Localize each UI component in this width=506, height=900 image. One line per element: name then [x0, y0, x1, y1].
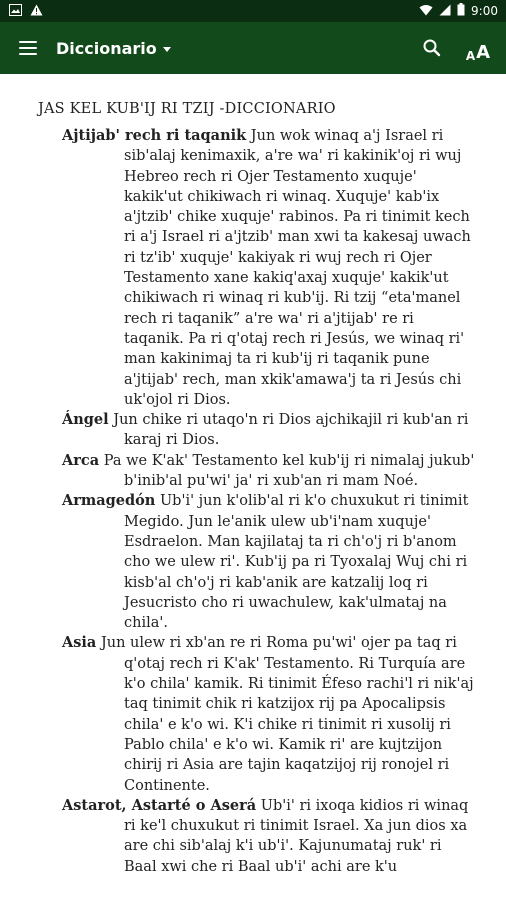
dictionary-content: [0, 74, 506, 900]
status-bar: [0, 0, 506, 22]
entry-definition: Jun chike ri utaqo'n ri Dios ajchikajil ri kub'an ri karaj ri Dios.: [113, 412, 469, 449]
font-size-button[interactable]: [462, 34, 494, 62]
dictionary-entries: [62, 126, 476, 877]
entry-term: Armagedón: [62, 492, 156, 510]
warning-notification-icon: [30, 4, 43, 19]
entry-definition: Ub'i' jun k'olib'al ri k'o chuxukut ri tinimit Megido. Jun le'anik ulew ub'i'nam xuquje' Esdraelon. Man kajilataj ta ri ch'o'j ri b'anom cho we ulew ri'. Kub'ij pa ri Tyoxalaj Wuj chi ri kisb'al ch'o'j ri kab'anik are katzalij loq ri Jesucristo cho ri uwachulew, kak'ulmataj na chila'.: [124, 493, 469, 632]
dictionary-entry: [62, 410, 476, 451]
image-notification-icon: [9, 4, 22, 19]
dropdown-arrow-icon: [163, 47, 171, 52]
font-size-small-label: A: [465, 49, 476, 63]
entry-term: Ángel: [62, 411, 109, 429]
app-toolbar: [0, 22, 506, 74]
wifi-icon: [419, 4, 433, 19]
dictionary-entry: [62, 451, 476, 492]
dictionary-entry: [62, 491, 476, 633]
entry-term: Ajtijab' rech ri taqanik: [62, 127, 247, 144]
battery-icon: [457, 3, 465, 19]
toolbar-title: Diccionario: [56, 38, 157, 58]
entry-definition: Jun wok winaq a'j Israel ri sib'alaj kenimaxik, a're wa' ri kakinik'oj ri wuj Hebreo rech ri Ojer Testamento xuquje' kakik'ut chikiwach ri winaq. Xuquje' kab'ix a'jtzib' chike xuquje' rabinos. Pa ri tinimit kech ri a'j Israel ri a'jtzib' man xwi ta kakesaj uwach ri tz'ib' xuquje' kakiyak ri wuj rech ri Ojer Testamento xane kakiq'axaj xuquje' kakik'ut chikiwach ri winaq ri kub'ij. Ri tzij “eta'manel rech ri taqanik” a're wa' ri a'jtijab' re ri taqanik. Pa ri q'otaj rech ri Jesús, we winaq ri' man kakinimaj ta ri kub'ij ri taqanik pune a'jtijab' rech, man xkik'amawa'j ta ri Jesús chi uk'ojol ri Dios.: [124, 128, 471, 408]
menu-icon[interactable]: [16, 36, 40, 60]
entry-definition: Pa we K'ak' Testamento kel kub'ij ri nimalaj jukub' b'inib'al pu'wi' ja' ri xub'an ri mam Noé.: [103, 452, 475, 490]
entry-term: Asia: [62, 634, 97, 652]
font-size-large-label: A: [476, 42, 491, 63]
dictionary-entry: [62, 126, 476, 410]
dictionary-entry: [62, 633, 476, 795]
status-time: 9:00: [471, 4, 498, 18]
signal-icon: [439, 4, 451, 19]
entry-definition: Ub'i' ri ixoqa kidios ri winaq ri ke'l chuxukut ri tinimit Israel. Xa jun dios xa are chi sib'alaj k'i ub'i'. Kajunumataj ruk' ri Baal xwi che ri Baal ub'i' achi are k'u: [124, 797, 469, 875]
entry-term: Arca: [62, 451, 100, 469]
document-heading: JAS KEL KUB'IJ RI TZIJ -DICCIONARIO: [38, 101, 336, 117]
search-icon[interactable]: [420, 36, 444, 60]
entry-term: Astarot, Astarté o Aserá: [62, 796, 257, 814]
dictionary-entry: [62, 796, 476, 877]
entry-definition: Jun ulew ri xb'an re ri Roma pu'wi' ojer pa taq ri q'otaj rech ri K'ak' Testamento. Ri Turquía are k'o chila' kamik. Ri tinimit Éfeso rachi'l ri nik'aj taq tinimit chik ri katzijox rij pa Apocalipsis chila' e k'o wi. K'i chike ri tinimit ri xusolij ri Pablo chila' e k'o wi. Kamik ri' are kujtzijon chirij ri Asia are tajin kaqatzijoj rij ronojel ri Continente.: [100, 635, 474, 794]
book-selector-dropdown[interactable]: [56, 34, 171, 62]
